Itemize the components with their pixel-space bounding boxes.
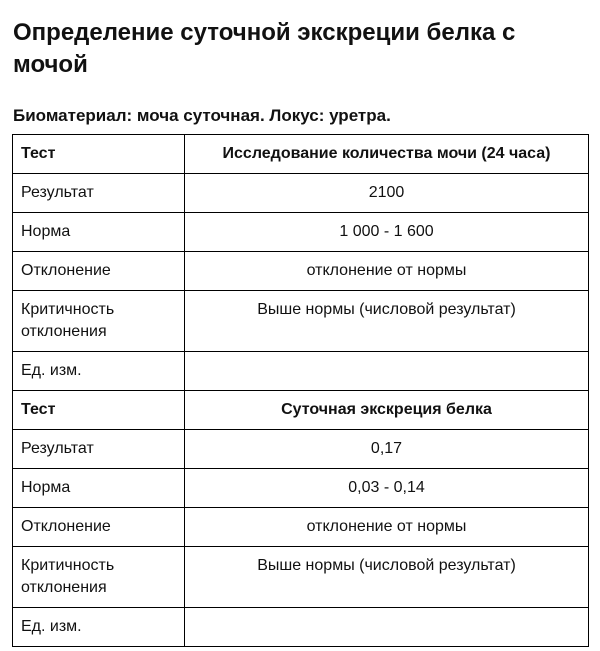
result-row — [13, 174, 589, 213]
test-label: Тест — [13, 135, 185, 174]
criticality-value: Выше нормы (числовой результат) — [185, 547, 589, 608]
criticality-value: Выше нормы (числовой результат) — [185, 291, 589, 352]
norm-row — [13, 213, 589, 252]
test-name: Исследование количества мочи (24 часа) — [185, 135, 589, 174]
unit-label: Ед. изм. — [13, 352, 185, 391]
norm-row — [13, 469, 589, 508]
deviation-label: Отклонение — [13, 252, 185, 291]
norm-label: Норма — [13, 469, 185, 508]
deviation-value: отклонение от нормы — [185, 508, 589, 547]
deviation-label: Отклонение — [13, 508, 185, 547]
norm-value: 0,03 - 0,14 — [185, 469, 589, 508]
result-value: 0,17 — [185, 430, 589, 469]
unit-row — [13, 352, 589, 391]
unit-label: Ед. изм. — [13, 608, 185, 647]
unit-row — [13, 608, 589, 647]
result-row — [13, 430, 589, 469]
norm-label: Норма — [13, 213, 185, 252]
unit-value — [185, 608, 589, 647]
test-label: Тест — [13, 391, 185, 430]
deviation-row — [13, 252, 589, 291]
criticality-label: Критичность отклонения — [13, 547, 185, 608]
criticality-row — [13, 291, 589, 352]
deviation-row — [13, 508, 589, 547]
test-name: Суточная экскреция белка — [185, 391, 589, 430]
norm-value: 1 000 - 1 600 — [185, 213, 589, 252]
result-label: Результат — [13, 174, 185, 213]
unit-value — [185, 352, 589, 391]
page-title: Определение суточной экскреции белка с мочой — [13, 19, 516, 78]
result-label: Результат — [13, 430, 185, 469]
biomaterial-info: Биоматериал: моча суточная. Локус: уретра. — [13, 106, 391, 125]
deviation-value: отклонение от нормы — [185, 252, 589, 291]
test-header-row — [13, 391, 589, 430]
criticality-row — [13, 547, 589, 608]
result-value: 2100 — [185, 174, 589, 213]
results-table — [12, 134, 589, 647]
criticality-label: Критичность отклонения — [13, 291, 185, 352]
test-header-row — [13, 135, 589, 174]
